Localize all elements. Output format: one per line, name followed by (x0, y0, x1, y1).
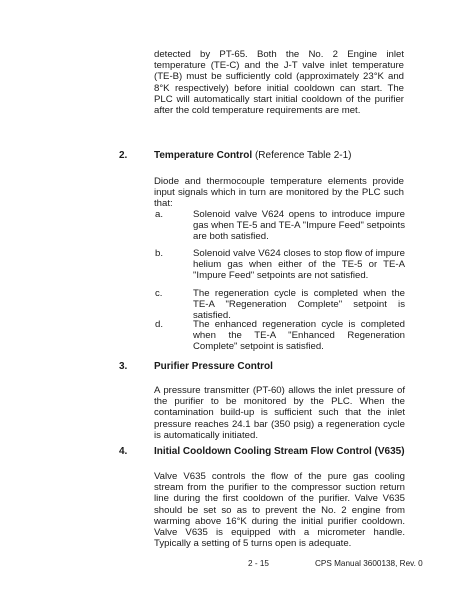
section-4-title: Initial Cooldown Cooling Stream Flow Control (V635) (154, 446, 405, 457)
section-3-title: Purifier Pressure Control (154, 361, 273, 372)
section-2-number: 2. (119, 150, 128, 161)
section-3-number: 3. (119, 361, 128, 372)
item-c-text: The regeneration cycle is completed when the TE-A "Regeneration Complete" setpoint is satisfied. (193, 288, 405, 322)
section-4-body: Valve V635 controls the flow of the pure gas cooling stream from the purifier to the compressor suction return line during the first cooldown of the purifier. Valve V635 should be set so as to prevent the No. 2 engine from warming above 16°K during the initial purifier cooldown. Valve V635 is equipped with a micrometer handle. Typically a setting of 5 turns open is adequate. (154, 471, 405, 550)
section-4-number: 4. (119, 446, 128, 457)
section-2-heading (154, 150, 351, 161)
item-d-text: The enhanced regeneration cycle is completed when the TE-A "Enhanced Regeneration Complete" setpoint is satisfied. (193, 319, 405, 353)
section-2-title-ref: (Reference Table 2-1) (252, 150, 352, 161)
item-c-letter: c. (155, 288, 163, 299)
section-2-title: Temperature Control (154, 150, 253, 161)
item-a-text: Solenoid valve V624 opens to introduce impure gas when TE-5 and TE-A "Impure Feed" setpoints are both satisfied. (193, 209, 405, 243)
intro-paragraph: detected by PT-65. Both the No. 2 Engine inlet temperature (TE-C) and the J-T valve inlet temperature (TE-B) must be sufficiently cold (approximately 23°K and 8°K respectively) before initial cooldown can start. The PLC will automatically start initial cooldown of the purifier after the cold temperature requirements are met. (154, 49, 404, 117)
item-b-letter: b. (155, 248, 164, 259)
section-3-body: A pressure transmitter (PT-60) allows the inlet pressure of the purifier to be monitored by the PLC. When the contamination build-up is sufficient such that the inlet pressure reaches 24.1 bar (350 psig) a regeneration cycle is automatically initiated. (154, 385, 405, 441)
item-d-letter: d. (155, 319, 164, 330)
manual-reference: CPS Manual 3600138, Rev. 0 (315, 559, 423, 568)
section-2-body: Diode and thermocouple temperature elements provide input signals which in turn are monitored by the PLC such that: (154, 176, 404, 210)
page-number: 2 - 15 (248, 559, 269, 568)
item-a-letter: a. (155, 209, 164, 220)
item-b-text: Solenoid valve V624 closes to stop flow of impure helium gas when either of the TE-5 or TE-A "Impure Feed" setpoints are not satisfied. (193, 248, 405, 282)
